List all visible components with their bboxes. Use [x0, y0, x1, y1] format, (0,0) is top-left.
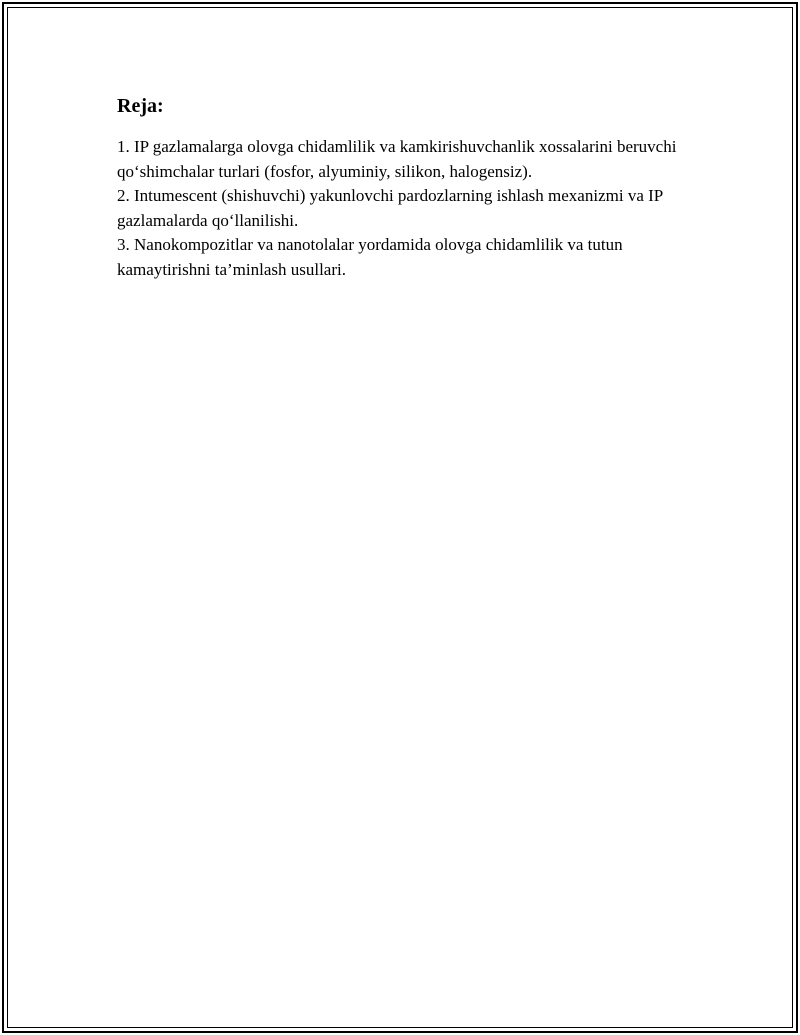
page-content	[117, 92, 687, 282]
plan-item-1: 1. IP gazlamalarga olovga chidamlilik va kamkirishuvchanlik xossalarini beruvchi qo‘shimchalar turlari (fosfor, alyuminiy, silikon, halogensiz).	[117, 137, 677, 181]
plan-heading: Reja:	[117, 95, 164, 117]
plan-item-3: 3. Nanokompozitlar va nanotolalar yordamida olovga chidamlilik va tutun kamaytirishni ta’minlash usullari.	[117, 235, 623, 279]
plan-item-2: 2. Intumescent (shishuvchi) yakunlovchi pardozlarning ishlash mexanizmi va IP gazlamalarda qo‘llanilishi.	[117, 186, 663, 230]
plan-list	[117, 135, 687, 282]
